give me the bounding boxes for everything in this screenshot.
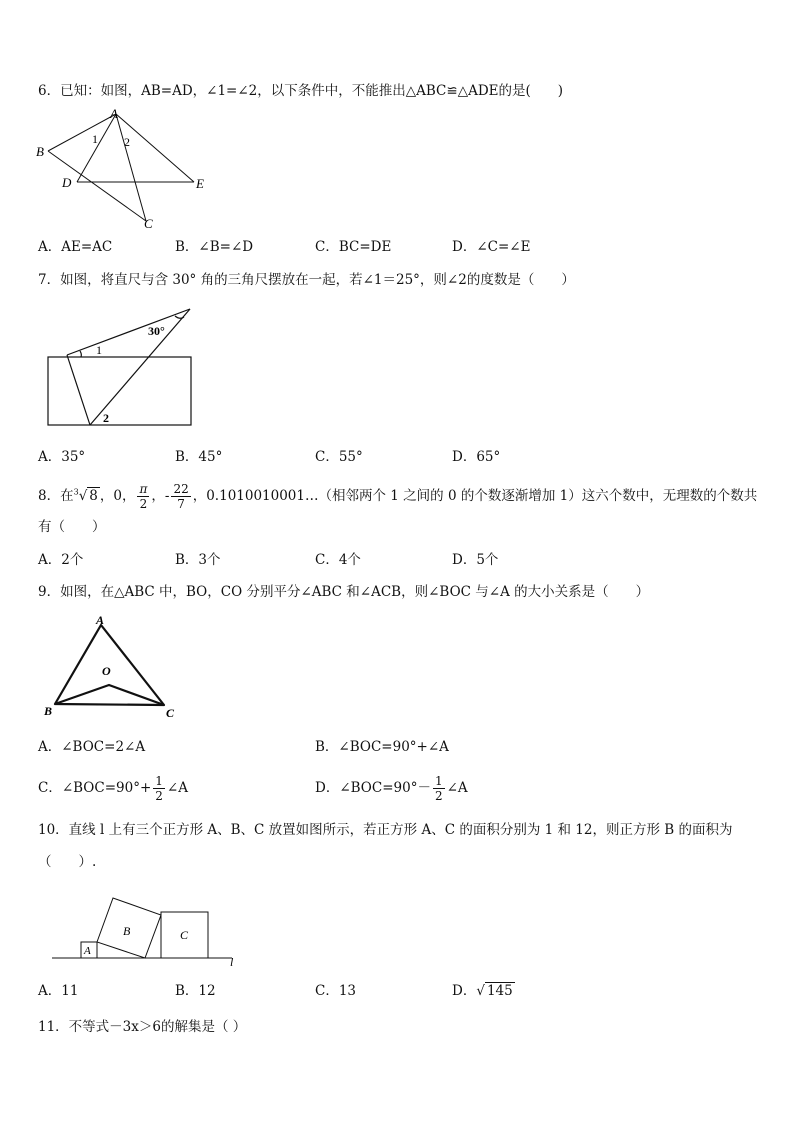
q9-optd-half-num: 1	[434, 774, 443, 788]
q6-label-d: D	[62, 175, 72, 190]
q7-label-1: 1	[96, 343, 102, 357]
q8-stem	[38, 482, 757, 511]
q8-radical-sign: √	[78, 488, 88, 504]
q7-option-c: C．55°	[315, 449, 363, 465]
q10-optd-radicand: 145	[486, 983, 513, 999]
q9-optc-pre: C．∠BOC=90°+	[38, 780, 152, 796]
q9-optd-pre: D．∠BOC=90°－	[315, 780, 431, 796]
q10-radical-sign: √	[476, 983, 485, 999]
q9-option-a: A．∠BOC=2∠A	[38, 739, 146, 755]
q9-optd-half-den: 2	[434, 789, 443, 803]
q7-stem: 7．如图，将直尺与含 30° 角的三角尺摆放在一起，若∠1＝25°，则∠2的度数是（ ）	[38, 272, 575, 288]
q9-label-c: C	[166, 706, 175, 720]
q8-prefix: 8．在	[38, 488, 74, 504]
q8-frac1-num: π	[139, 482, 148, 496]
q9-option-d	[315, 774, 468, 803]
q8-frac2-num: 22	[173, 482, 189, 496]
q9-label-o: O	[102, 664, 111, 678]
q8-fraction-pi	[137, 482, 149, 511]
q9-optc-half	[153, 774, 165, 803]
q6-stem: 6．已知：如图，AB=AD，∠1=∠2，以下条件中，不能推出△ABC≌△ADE的是( )	[38, 83, 564, 99]
q9-optd-half	[433, 774, 445, 803]
q7-label-2: 2	[103, 411, 109, 425]
q10-label-b: B	[123, 924, 131, 938]
q8-option-a: A．2个	[38, 552, 84, 568]
q7-figure	[40, 304, 200, 430]
q10-figure	[50, 890, 250, 970]
q9-stem: 9．如图，在△ABC 中，BO，CO 分别平分∠ABC 和∠ACB，则∠BOC 与∠A 的大小关系是（ ）	[38, 584, 650, 600]
q8-option-b: B．3个	[175, 552, 221, 568]
q10-option-a: A．11	[38, 983, 79, 999]
q6-figure	[34, 106, 214, 232]
q9-label-b: B	[44, 704, 53, 718]
q10-option-c: C．13	[315, 983, 357, 999]
q8-option-d: D．5个	[452, 552, 499, 568]
q6-label-2: 2	[124, 135, 130, 149]
q8-line2: 有（ ）	[38, 519, 106, 535]
q8-after-cube: ，0，	[99, 488, 136, 504]
q9-label-a: A	[96, 613, 105, 627]
q6-label-c: C	[144, 216, 153, 231]
q8-cube-index: 3	[73, 487, 79, 497]
q9-optc-post: ∠A	[166, 780, 188, 796]
q6-label-e: E	[196, 176, 204, 191]
q10-line1: 10．直线 l 上有三个正方形 A、B、C 放置如图所示，若正方形 A、C 的面积分别为 1 和 12，则正方形 B 的面积为	[38, 822, 733, 838]
q10-label-a: A	[84, 945, 91, 957]
q9-optd-post: ∠A	[446, 780, 468, 796]
q10-line2: （ ）.	[38, 854, 97, 870]
q8-option-c: C．4个	[315, 552, 361, 568]
q6-option-d: D．∠C=∠E	[452, 239, 531, 255]
q9-option-b: B．∠BOC=90°+∠A	[315, 739, 449, 755]
q7-option-b: B．45°	[175, 449, 223, 465]
q8-sep: ，-	[151, 488, 170, 504]
q9-figure	[40, 613, 190, 721]
q8-frac1-den: 2	[139, 497, 148, 511]
q8-tail: ，0.1010010001…（相邻两个 1 之间的 0 的个数逐渐增加 1）这六个数中，无理数的个数共	[192, 488, 758, 504]
q6-label-a: A	[110, 106, 118, 121]
q10-label-c: C	[180, 928, 189, 942]
q11-stem: 11．不等式－3x＞6的解集是（ ）	[38, 1019, 247, 1035]
q10-option-d	[452, 982, 515, 1000]
q8-fraction-22-7	[171, 482, 190, 511]
q6-label-b: B	[36, 144, 44, 159]
q9-option-c	[38, 774, 188, 803]
q9-optc-half-den: 2	[155, 789, 163, 803]
q8-frac2-den: 7	[177, 497, 185, 511]
q6-option-c: C．BC=DE	[315, 239, 392, 255]
q10-label-l: l	[230, 955, 234, 969]
q7-option-d: D．65°	[452, 449, 501, 465]
q9-optc-half-num: 1	[155, 774, 163, 788]
q7-option-a: A．35°	[38, 449, 86, 465]
q6-option-b: B．∠B=∠D	[175, 239, 254, 255]
q10-optd-pre: D．	[452, 983, 477, 999]
q6-label-1: 1	[92, 132, 98, 146]
q8-cube-radicand: 8	[89, 488, 98, 504]
q7-label-30: 30°	[148, 324, 165, 338]
q10-option-b: B．12	[175, 983, 216, 999]
q6-option-a: A．AE=AC	[38, 239, 113, 255]
